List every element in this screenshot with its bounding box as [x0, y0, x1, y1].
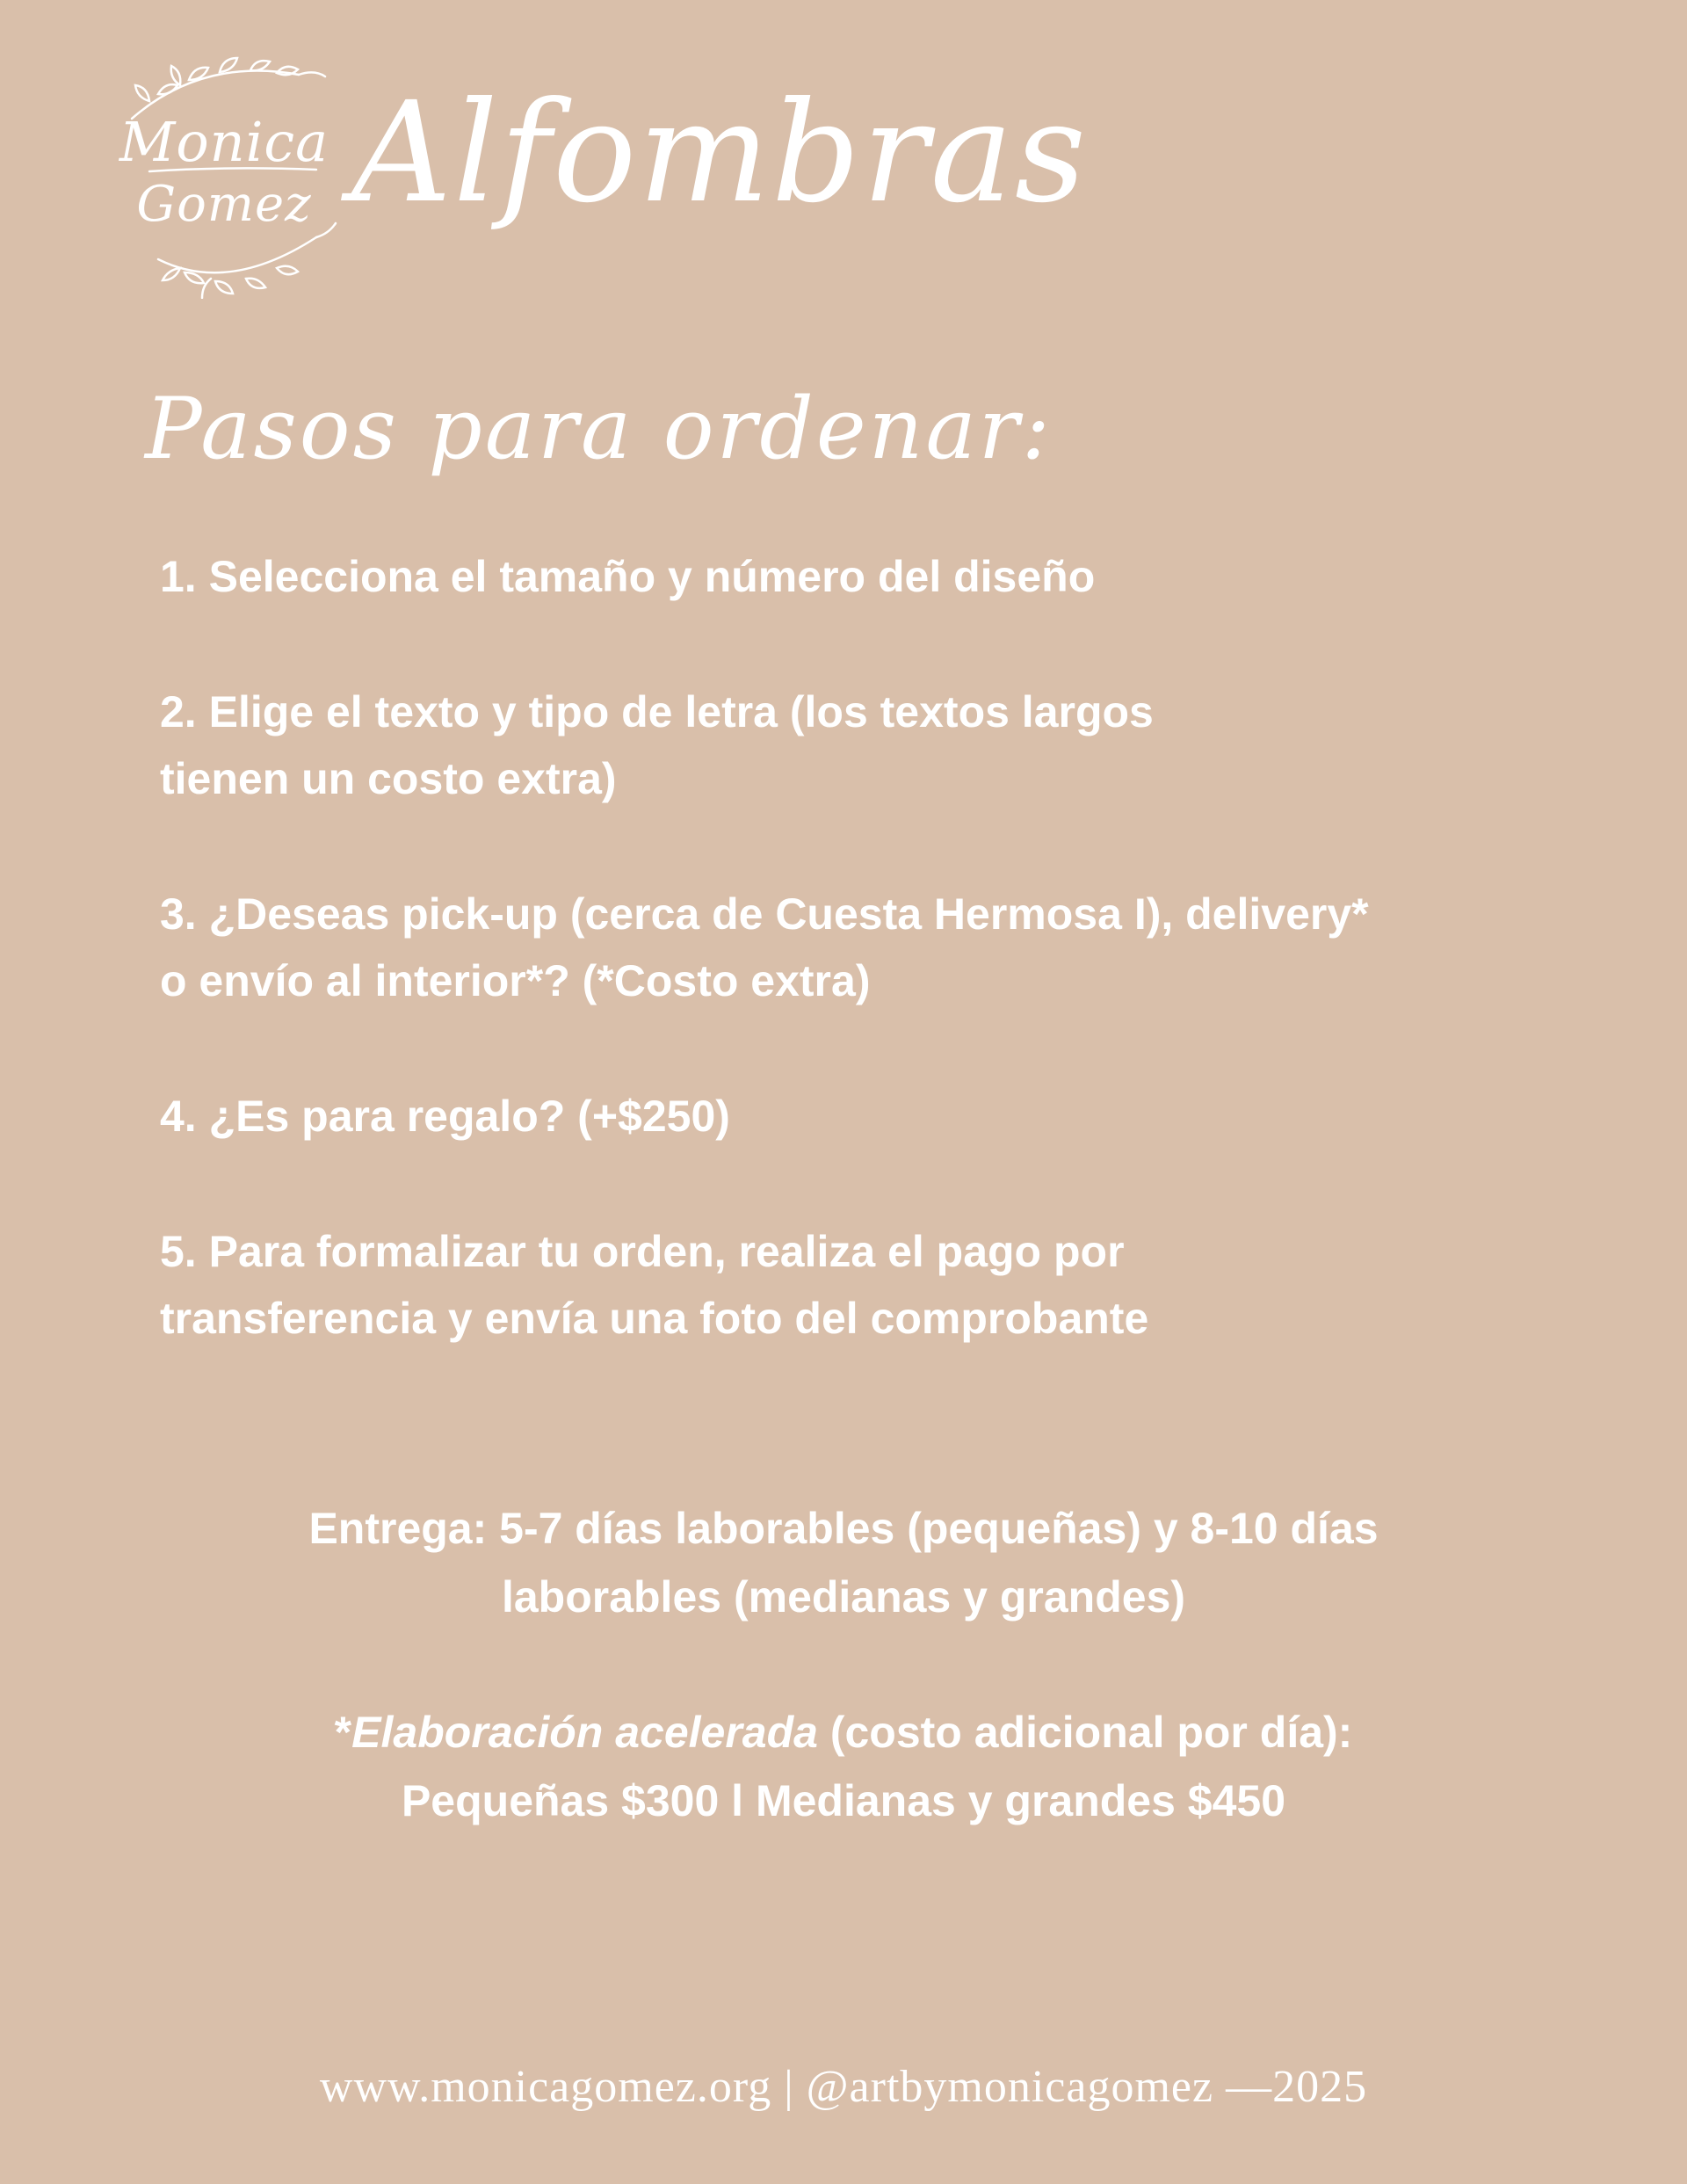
delivery-info — [141, 1494, 1546, 1835]
footer-separator: | — [771, 2062, 807, 2112]
step-3-line-2: o envío al interior*? (*Costo extra) — [160, 956, 871, 1005]
social-handle[interactable]: @artbymonicagomez — [806, 2062, 1214, 2112]
footer-year: —2025 — [1213, 2062, 1368, 2112]
delivery-time — [141, 1494, 1546, 1631]
rush-order-info — [141, 1698, 1546, 1835]
step-3-line-1: 3. ¿Deseas pick-up (cerca de Cuesta Hermosa I), delivery* — [160, 889, 1369, 939]
step-5-line-1: 5. Para formalizar tu orden, realiza el pago por — [160, 1227, 1125, 1276]
step-4-text: 4. ¿Es para regalo? (+$250) — [160, 1092, 730, 1141]
footer — [0, 2061, 1687, 2113]
step-1-text: 1. Selecciona el tamaño y número del diseño — [160, 552, 1096, 601]
step-2 — [160, 678, 1583, 812]
delivery-line-1: Entrega: 5-7 días laborables (pequeñas) y 8-10 días — [308, 1504, 1379, 1553]
step-4 — [160, 1083, 1583, 1150]
delivery-line-2: laborables (medianas y grandes) — [501, 1572, 1186, 1622]
steps-heading: Pasos para ordenar: — [145, 380, 1053, 478]
page-title: Alfombras — [351, 72, 1089, 234]
rush-prices: Pequeñas $300 l Medianas y grandes $450 — [401, 1776, 1286, 1825]
step-2-line-2: tienen un costo extra) — [160, 754, 617, 803]
rush-emphasis: Elaboración acelerada — [351, 1708, 818, 1757]
order-steps-list — [160, 543, 1583, 1420]
step-5 — [160, 1218, 1583, 1352]
website-link[interactable]: www.monicagomez.org — [319, 2062, 772, 2112]
step-1 — [160, 543, 1583, 610]
logo-name-last: Gomez — [136, 176, 312, 233]
rush-description: (costo adicional por día): — [817, 1708, 1353, 1757]
rush-asterisk: * — [334, 1708, 352, 1757]
step-2-line-1: 2. Elige el texto y tipo de letra (los textos largos — [160, 687, 1154, 736]
logo-name-first: Monica — [119, 110, 329, 174]
step-3 — [160, 881, 1583, 1014]
brand-logo — [97, 48, 351, 299]
step-5-line-2: transferencia y envía una foto del comprobante — [160, 1294, 1149, 1343]
